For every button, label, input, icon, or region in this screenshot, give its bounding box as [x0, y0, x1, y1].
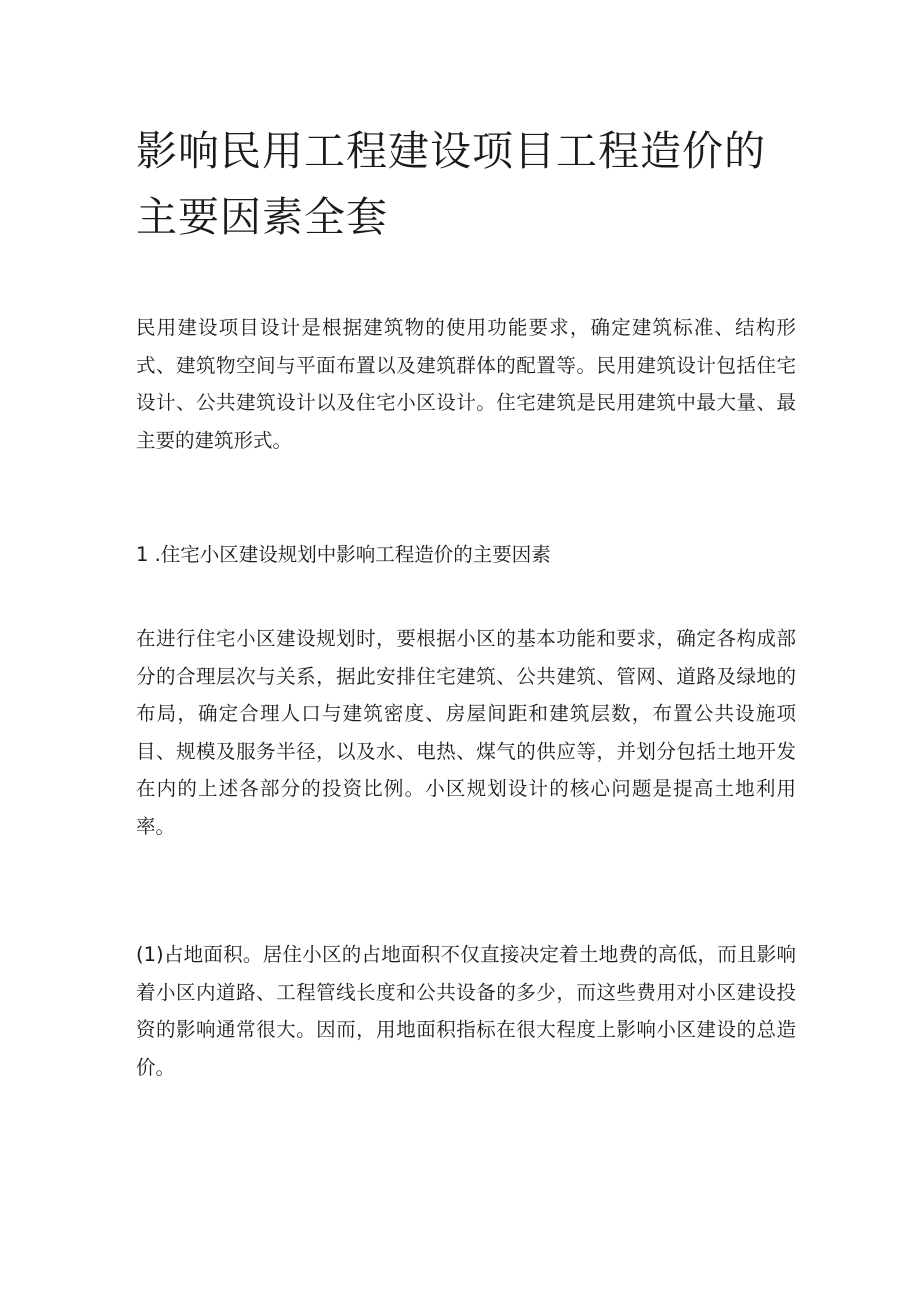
section-paragraph: 在进行住宅小区建设规划时，要根据小区的基本功能和要求，确定各构成部分的合理层次与关系，据此安排住宅建筑、公共建筑、管网、道路及绿地的布局，确定合理人口与建筑密度、房屋间距和建筑层数，布置公共设施项目、规模及服务半径，以及水、电热、煤气的供应等，并划分包括土地开发在内的上述各部分的投资比例。小区规划设计的核心问题是提高土地利用率。 [136, 627, 796, 838]
intro-paragraph: 民用建设项目设计是根据建筑物的使用功能要求，确定建筑标准、结构形式、建筑物空间与平面布置以及建筑群体的配置等。民用建筑设计包括住宅设计、公共建筑设计以及住宅小区设计。住宅建筑是民用建筑中最大量、最主要的建筑形式。 [136, 316, 796, 452]
document-title: 影响民用工程建设项目工程造价的主要因素全套 [136, 127, 766, 241]
list-item-land-area: (1)占地面积。居住小区的占地面积不仅直接决定着土地费的高低，而且影响着小区内道路、工程管线长度和公共设备的多少，而这些费用对小区建设投资的影响通常很大。因而，用地面积指标在很大程度上影响小区建设的总造价。 [136, 943, 796, 1079]
section-heading: 1 .住宅小区建设规划中影响工程造价的主要因素 [136, 543, 551, 566]
